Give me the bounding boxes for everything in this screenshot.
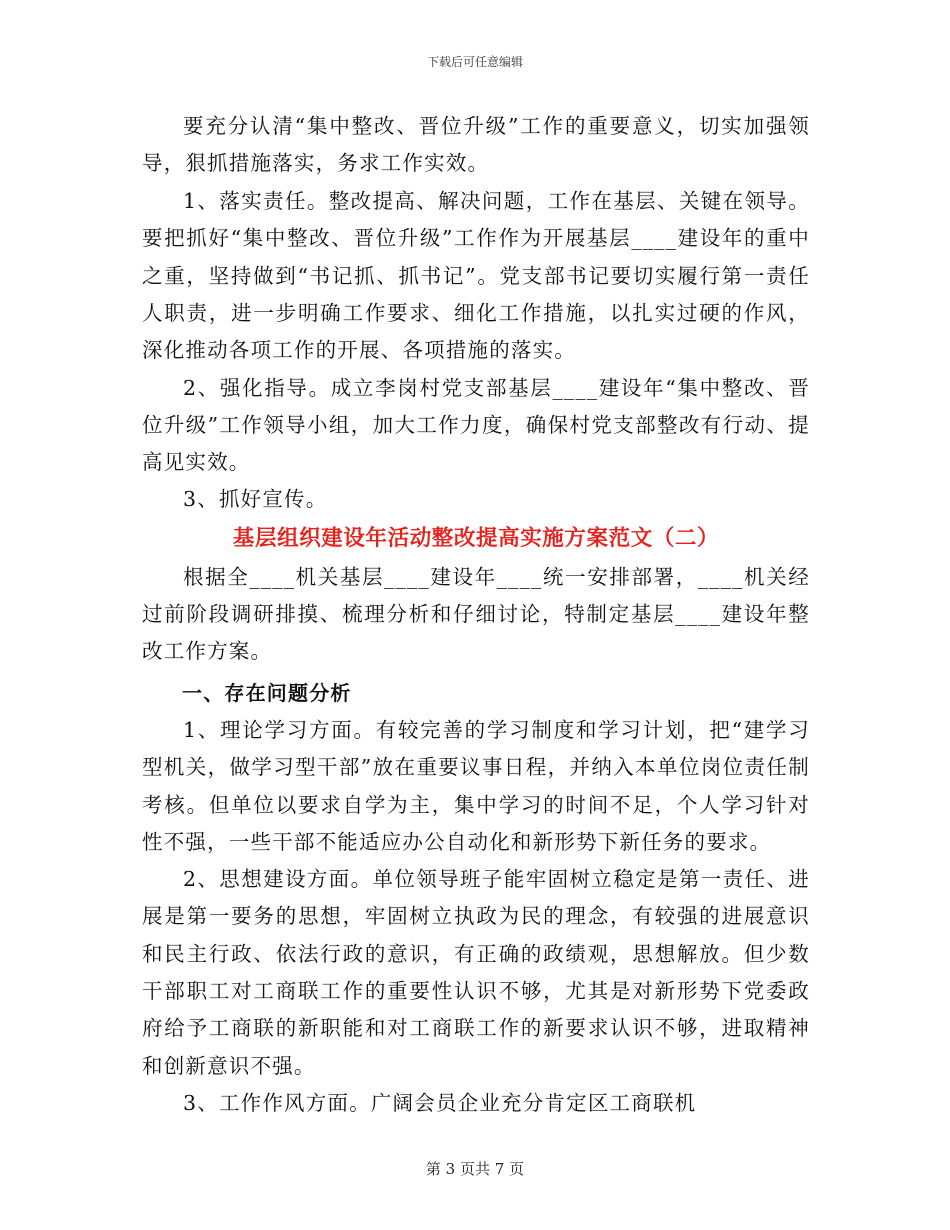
paragraph-work-style: 3、工作作风方面。广阔会员企业充分肯定区工商联机 — [183, 1090, 697, 1115]
page-number-footer: 第 3 页共 7 页 — [425, 1160, 525, 1178]
paragraph-guidance: 2、强化指导。成立李岗村党支部基层____建设年“集中整改、晋位升级”工作领导小组，加大工作力度，确保村党支部整改有行动、提高见实效。 — [142, 375, 810, 475]
paragraph-intro: 根据全____机关基层____建设年____统一安排部署，____机关经过前阶段调研排摸、梳理分析和仔细讨论，特制定基层____建设年整改工作方案。 — [142, 564, 810, 664]
paragraph-importance: 要充分认清“集中整改、晋位升级”工作的重要意义，切实加强领导，狠抓措施落实，务求工作实效。 — [142, 114, 810, 176]
paragraph-ideology: 2、思想建设方面。单位领导班子能牢固树立稳定是第一责任、进展是第一要务的思想，牢固树立执政为民的理念，有较强的进展意识和民主行政、依法行政的意识，有正确的政绩观，思想解放。但少数干部职工对工商联工作的重要性认识不够，尤其是对新形势下党委政府给予工商联的新职能和对工商联工作的新要求认识不够，进取精神和创新意识不强。 — [142, 867, 810, 1078]
paragraph-responsibility: 1、落实责任。整改提高、解决问题，工作在基层、关键在领导。要把抓好“集中整改、晋位升级”工作作为开展基层____建设年的重中之重，坚持做到“书记抓、抓书记”。党支部书记要切实履行第一责任人职责，进一步明确工作要求、细化工作措施，以扎实过硬的作风，深化推动各项工作的开展、各项措施的落实。 — [142, 189, 810, 363]
paragraph-publicity: 3、抓好宣传。 — [183, 487, 328, 512]
section-title: 基层组织建设年活动整改提高实施方案范文（二） — [232, 525, 720, 551]
paragraph-theory-study: 1、理论学习方面。有较完善的学习制度和学习计划，把“建学习型机关，做学习型干部”放在重要议事日程，并纳入本单位岗位责任制考核。但单位以要求自学为主，集中学习的时间不足，个人学习针对性不强，一些干部不能适应办公自动化和新形势下新任务的要求。 — [142, 717, 810, 854]
document-body — [142, 108, 810, 1122]
page-header: 下载后可任意编辑 — [426, 55, 523, 69]
heading-problem-analysis: 一、存在问题分析 — [182, 680, 352, 705]
